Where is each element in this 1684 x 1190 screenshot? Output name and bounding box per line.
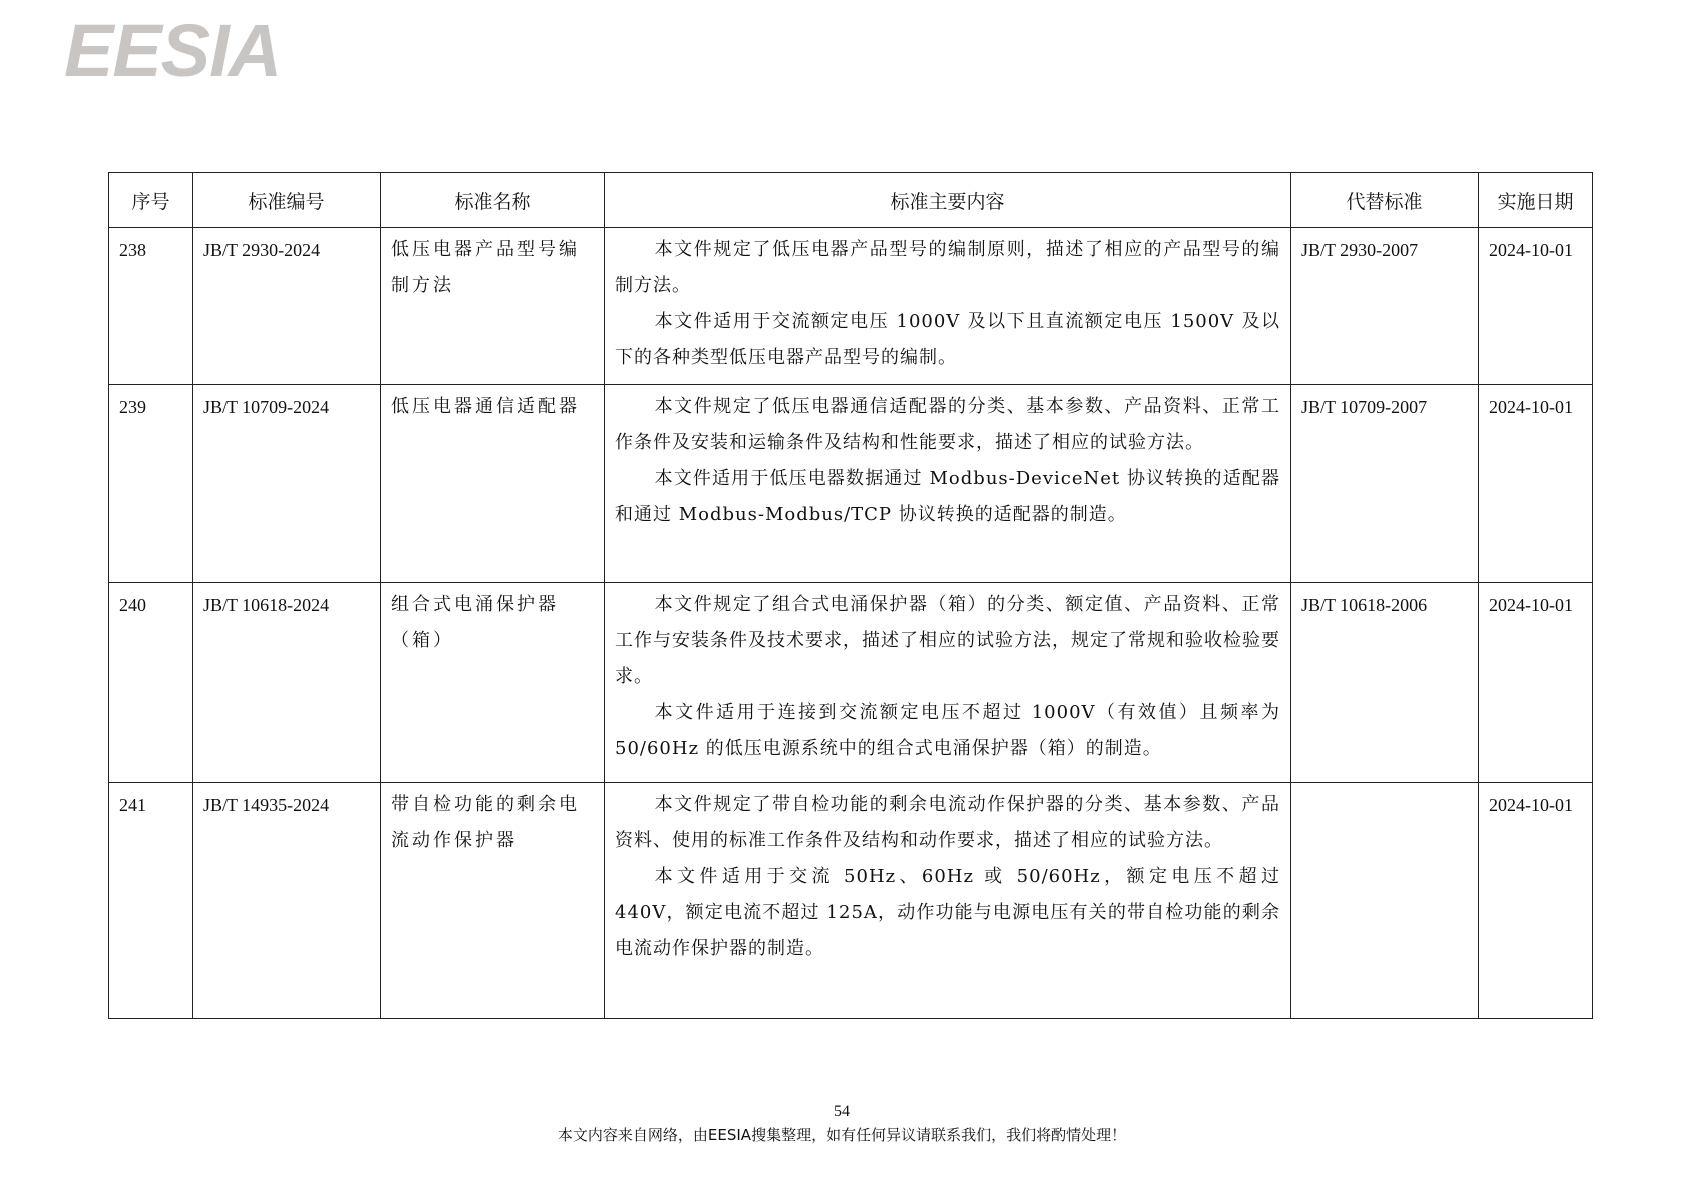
row-name: 组合式电涌保护器（箱） xyxy=(381,583,605,783)
eesia-logo: EESIA xyxy=(64,9,282,92)
row-content xyxy=(605,385,1291,583)
row-replaces: JB/T 2930-2007 xyxy=(1291,228,1479,385)
table-row xyxy=(109,228,1593,385)
content-paragraph: 本文件适用于连接到交流额定电压不超过 1000V（有效值）且频率为 50/60Hz 的低压电源系统中的组合式电涌保护器（箱）的制造。 xyxy=(615,702,1280,759)
row-date: 2024-10-01 xyxy=(1479,228,1593,385)
row-code: JB/T 10618-2024 xyxy=(193,583,381,783)
row-seq: 241 xyxy=(109,783,193,1019)
row-replaces: JB/T 10709-2007 xyxy=(1291,385,1479,583)
row-code: JB/T 2930-2024 xyxy=(193,228,381,385)
table-row xyxy=(109,583,1593,783)
content-paragraph: 本文件适用于交流 50Hz、60Hz 或 50/60Hz，额定电压不超过 440V，额定电流不超过 125A，动作功能与电源电压有关的带自检功能的剩余电流动作保护器的制造。 xyxy=(615,866,1280,959)
header-date: 实施日期 xyxy=(1479,173,1593,228)
table-header-row xyxy=(109,173,1593,228)
row-date: 2024-10-01 xyxy=(1479,385,1593,583)
header-replaces: 代替标准 xyxy=(1291,173,1479,228)
row-content xyxy=(605,228,1291,385)
row-seq: 240 xyxy=(109,583,193,783)
content-paragraph: 本文件适用于低压电器数据通过 Modbus-DeviceNet 协议转换的适配器和通过 Modbus-Modbus/TCP 协议转换的适配器的制造。 xyxy=(615,468,1280,525)
row-code: JB/T 10709-2024 xyxy=(193,385,381,583)
row-seq: 238 xyxy=(109,228,193,385)
header-name: 标准名称 xyxy=(381,173,605,228)
content-paragraph: 本文件规定了带自检功能的剩余电流动作保护器的分类、基本参数、产品资料、使用的标准工作条件及结构和动作要求，描述了相应的试验方法。 xyxy=(615,794,1280,851)
header-code: 标准编号 xyxy=(193,173,381,228)
header-seq: 序号 xyxy=(109,173,193,228)
footer-disclaimer: 本文内容来自网络，由EESIA搜集整理，如有任何异议请联系我们，我们将酌情处理！ xyxy=(557,1126,1127,1144)
row-content xyxy=(605,583,1291,783)
content-paragraph: 本文件规定了低压电器通信适配器的分类、基本参数、产品资料、正常工作条件及安装和运输条件及结构和性能要求，描述了相应的试验方法。 xyxy=(615,396,1280,453)
row-code: JB/T 14935-2024 xyxy=(193,783,381,1019)
page-number: 54 xyxy=(834,1103,850,1120)
row-date: 2024-10-01 xyxy=(1479,783,1593,1019)
content-paragraph: 本文件规定了低压电器产品型号的编制原则，描述了相应的产品型号的编制方法。 xyxy=(615,239,1280,296)
row-name: 低压电器产品型号编制方法 xyxy=(381,228,605,385)
row-replaces xyxy=(1291,783,1479,1019)
row-date: 2024-10-01 xyxy=(1479,583,1593,783)
table-row xyxy=(109,385,1593,583)
row-content xyxy=(605,783,1291,1019)
header-content: 标准主要内容 xyxy=(605,173,1291,228)
row-name: 带自检功能的剩余电流动作保护器 xyxy=(381,783,605,1019)
standards-table xyxy=(108,172,1593,1019)
table-row xyxy=(109,783,1593,1019)
row-name: 低压电器通信适配器 xyxy=(381,385,605,583)
row-replaces: JB/T 10618-2006 xyxy=(1291,583,1479,783)
content-paragraph: 本文件规定了组合式电涌保护器（箱）的分类、额定值、产品资料、正常工作与安装条件及技术要求，描述了相应的试验方法，规定了常规和验收检验要求。 xyxy=(615,594,1280,687)
content-paragraph: 本文件适用于交流额定电压 1000V 及以下且直流额定电压 1500V 及以下的各种类型低压电器产品型号的编制。 xyxy=(615,311,1280,368)
row-seq: 239 xyxy=(109,385,193,583)
